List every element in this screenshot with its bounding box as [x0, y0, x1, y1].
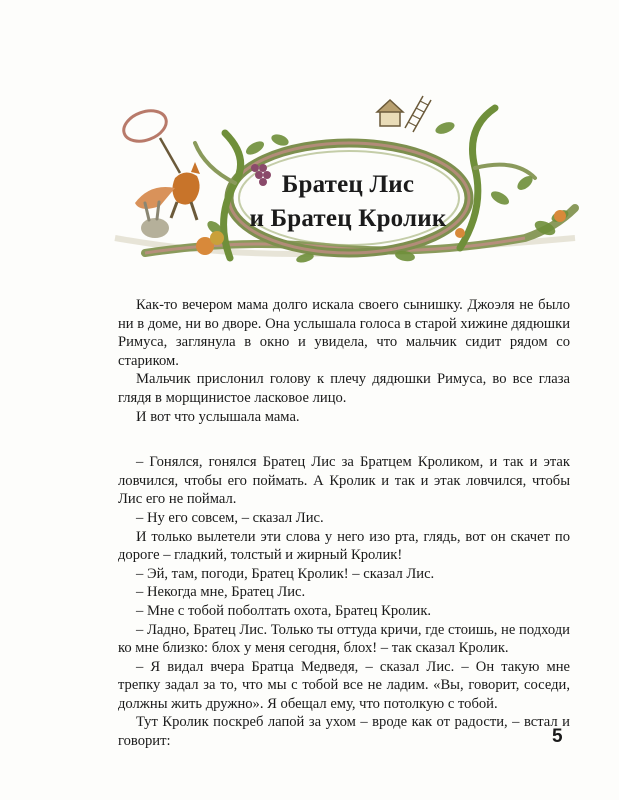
title-line-2: и Братец Кролик — [249, 205, 447, 232]
paragraph: – Эй, там, погоди, Братец Кролик! – сказал Лис. — [136, 565, 435, 582]
title-line-1: Братец Лис — [281, 171, 415, 198]
paragraph: И только вылетели эти слова у него изо рта, глядь, вот он скачет по дороге – гладкий, толстый и жирный Кролик! — [118, 528, 570, 564]
fox-figure-icon — [135, 162, 200, 220]
page-number: 5 — [552, 726, 563, 747]
story-text — [118, 296, 570, 751]
paragraph: – Ладно, Братец Лис. Только ты оттуда кричи, где стоишь, не подходи ко мне близко: блох у меня сегодня, блох! – так сказал Кролик. — [118, 621, 570, 657]
paragraph: Мальчик прислонил голову к плечу дядюшки Римуса, во все глаза глядя в морщинистое ласковое лицо. — [118, 371, 570, 406]
paragraph: Тут Кролик поскреб лапой за ухом – вроде как от радости, – встал и говорит: — [118, 714, 570, 750]
paragraph: – Я видал вчера Братца Медведя, – сказал Лис. – Он такую мне трепку задал за то, что мы с тобой все не ладим. «Вы, говорит, соседи, должны жить дружно». Я обещал ему, что потолкую с тобой. — [118, 658, 570, 712]
chapter-title — [248, 168, 448, 236]
paragraph: – Мне с тобой поболтать охота, Братец Кролик. — [136, 602, 432, 619]
paragraph: Как-то вечером мама долго искала своего сынишку. Джоэля не было ни в доме, ни во дворе. Она услышала голоса в старой хижине дядюшки Римуса, заглянула в окно и увидела, что мальчик сидит рядом со стариком. — [118, 297, 570, 369]
paragraph: – Некогда мне, Братец Лис. — [136, 584, 306, 601]
paragraph: И вот что услышала мама. — [136, 408, 300, 425]
paragraph: – Гонялся, гонялся Братец Лис за Братцем Кроликом, и так и этак ловчился, чтобы его поймать. А Кролик и так и этак ловчился, чтобы Лис его не поймал. — [118, 454, 570, 508]
paragraph: – Ну его совсем, – сказал Лис. — [136, 509, 324, 526]
